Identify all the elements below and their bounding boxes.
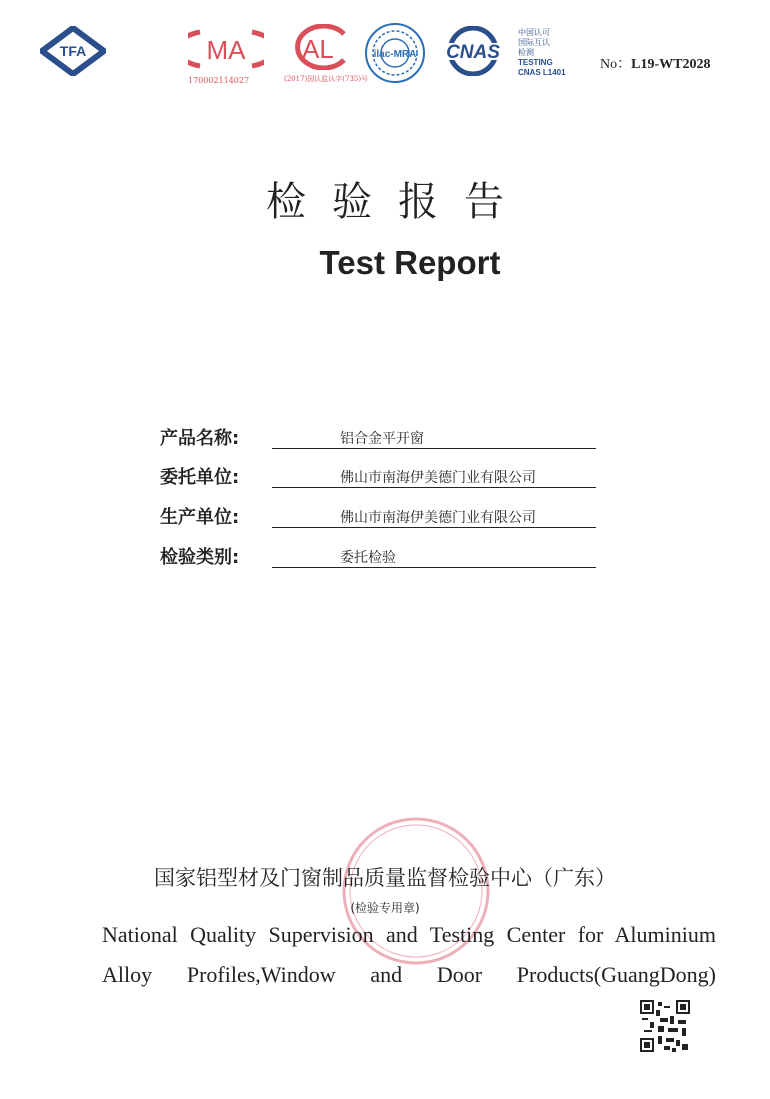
ilac-mra-logo: [364, 22, 426, 84]
svg-text:CNAS: CNAS: [446, 42, 500, 63]
field-product-name: [160, 424, 600, 454]
svg-text:ilac-MRA: ilac-MRA: [373, 49, 417, 60]
tfa-logo: [40, 26, 106, 76]
seal-note: (检验专用章): [350, 901, 420, 915]
cma-logo: [188, 26, 264, 86]
svg-text:TFA: TFA: [59, 43, 87, 59]
cnas-line: 中国认可: [518, 28, 550, 37]
cnas-logo: [440, 26, 506, 76]
field-test-type: [160, 543, 600, 573]
organization-name-english-line2: Alloy Profiles,Window and Door Products(GuangDong): [102, 962, 716, 987]
field-label: 委托单位:: [160, 467, 240, 488]
underline: [272, 527, 596, 528]
cnas-testing: TESTING: [518, 58, 553, 67]
cnas-code: CNAS L1401: [518, 68, 566, 77]
cal-logo: [284, 24, 369, 86]
cnas-text: [518, 28, 566, 78]
underline: [272, 567, 596, 568]
field-value: 佛山市南海伊美德门业有限公司: [340, 510, 536, 526]
organization-name-chinese: 国家铝型材及门窗制品质量监督检验中心（广东）: [154, 866, 616, 890]
report-number: [600, 53, 710, 73]
report-number-label: No：: [600, 57, 632, 72]
field-value: 铝合金平开窗: [340, 431, 424, 447]
svg-text:AL: AL: [302, 34, 334, 64]
field-value: 委托检验: [340, 550, 396, 566]
title-chinese: 检验报告: [266, 179, 530, 225]
title-english: Test Report: [319, 244, 501, 281]
field-client: [160, 463, 600, 493]
field-label: 检验类别:: [160, 547, 240, 568]
underline: [272, 487, 596, 488]
cnas-line: 检测: [518, 48, 534, 57]
field-manufacturer: [160, 503, 600, 533]
field-value: 佛山市南海伊美德门业有限公司: [340, 470, 536, 486]
cma-number: 170002114027: [188, 76, 250, 85]
field-label: 产品名称:: [160, 428, 240, 449]
cal-number: (2017)国认监认字(735)号: [284, 75, 369, 83]
cnas-line: 国际互认: [518, 38, 550, 47]
report-number-value: L19-WT2028: [631, 57, 711, 72]
svg-text:MA: MA: [206, 35, 246, 65]
qr-code: [640, 1000, 690, 1052]
field-label: 生产单位:: [160, 507, 240, 528]
organization-name-english-line1: National Quality Supervision and Testing Center for Aluminium: [102, 922, 716, 947]
underline: [272, 448, 596, 449]
